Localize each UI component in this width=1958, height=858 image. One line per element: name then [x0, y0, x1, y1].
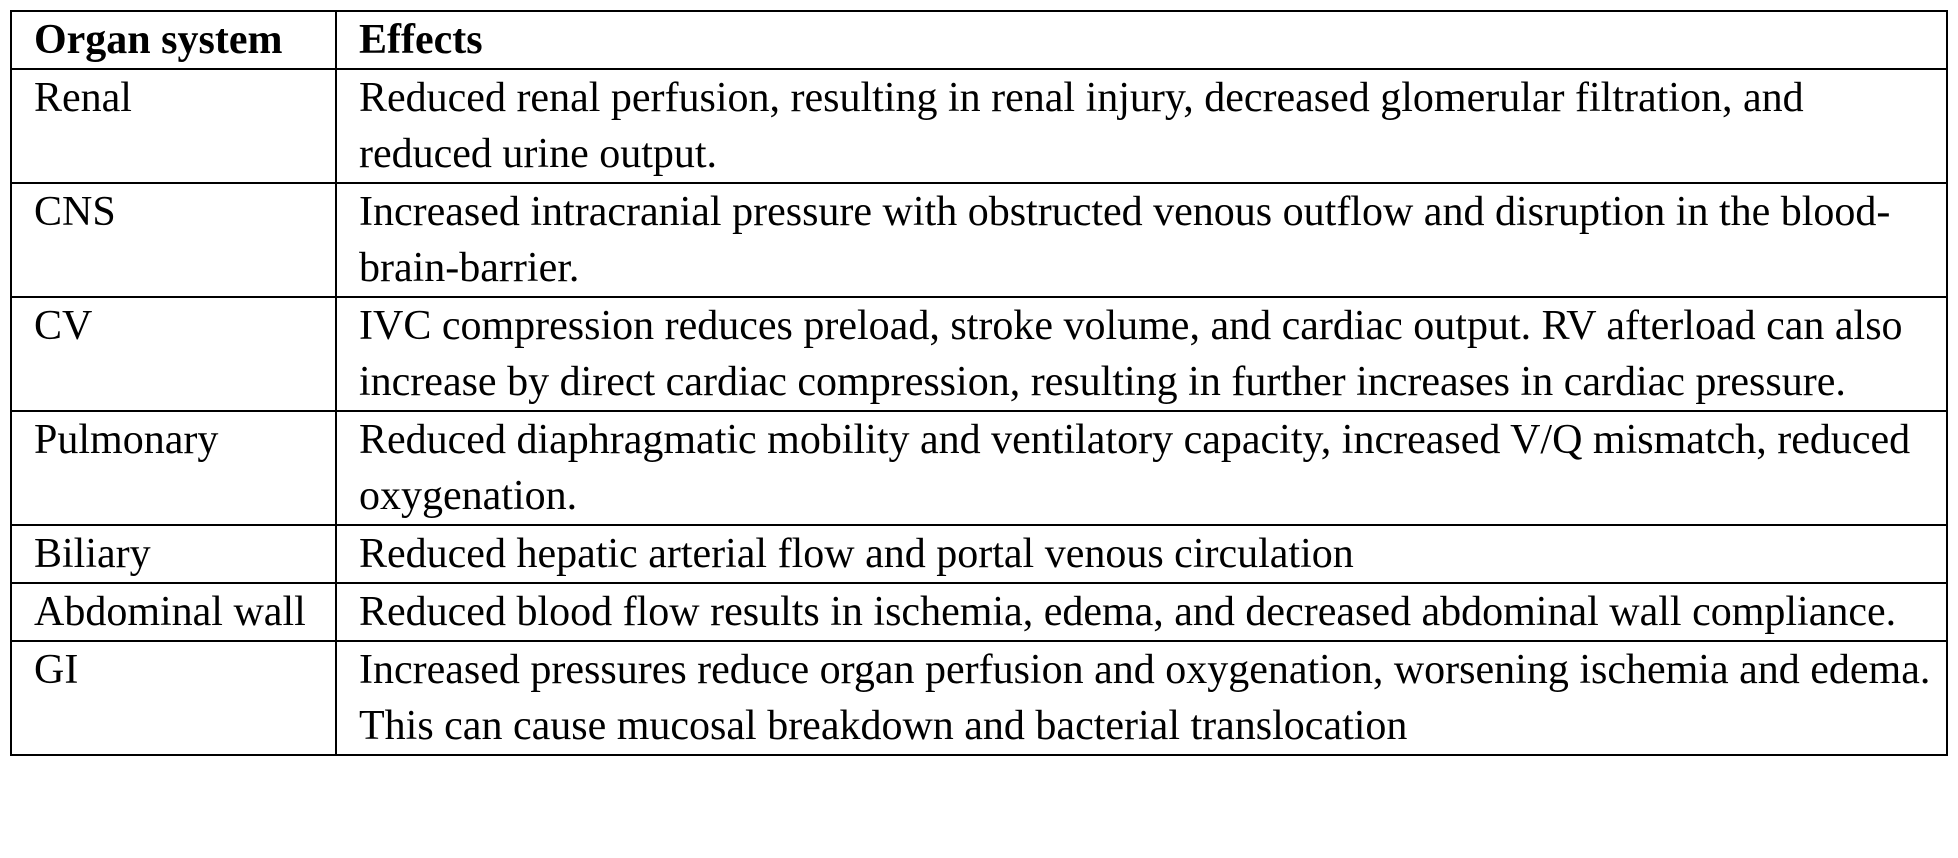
organ-cell: Abdominal wall — [11, 583, 336, 641]
table-row — [11, 583, 1947, 641]
effect-cell: Increased pressures reduce organ perfusion and oxygenation, worsening ischemia and edema. This can cause mucosal breakdown and bacterial translocation — [336, 641, 1947, 755]
table-row — [11, 69, 1947, 183]
organ-cell: CNS — [11, 183, 336, 297]
effect-cell: Reduced renal perfusion, resulting in renal injury, decreased glomerular filtration, and reduced urine output. — [336, 69, 1947, 183]
organ-cell: Biliary — [11, 525, 336, 583]
effect-cell: Reduced blood flow results in ischemia, edema, and decreased abdominal wall compliance. — [336, 583, 1947, 641]
effect-cell: Reduced diaphragmatic mobility and ventilatory capacity, increased V/Q mismatch, reduced oxygenation. — [336, 411, 1947, 525]
organ-cell: GI — [11, 641, 336, 755]
column-header-effects: Effects — [336, 11, 1947, 69]
effect-cell: Reduced hepatic arterial flow and portal venous circulation — [336, 525, 1947, 583]
organ-cell: Renal — [11, 69, 336, 183]
effect-cell: Increased intracranial pressure with obstructed venous outflow and disruption in the blood-brain-barrier. — [336, 183, 1947, 297]
effect-cell: IVC compression reduces preload, stroke volume, and cardiac output. RV afterload can also increase by direct cardiac compression, resulting in further increases in cardiac pressure. — [336, 297, 1947, 411]
organ-effects-table-container — [10, 10, 1946, 756]
table-header-row — [11, 11, 1947, 69]
column-header-organ-system: Organ system — [11, 11, 336, 69]
organ-cell: CV — [11, 297, 336, 411]
table-row — [11, 525, 1947, 583]
organ-cell: Pulmonary — [11, 411, 336, 525]
table-row — [11, 183, 1947, 297]
table-row — [11, 297, 1947, 411]
organ-effects-table — [10, 10, 1948, 756]
table-row — [11, 411, 1947, 525]
table-row — [11, 641, 1947, 755]
